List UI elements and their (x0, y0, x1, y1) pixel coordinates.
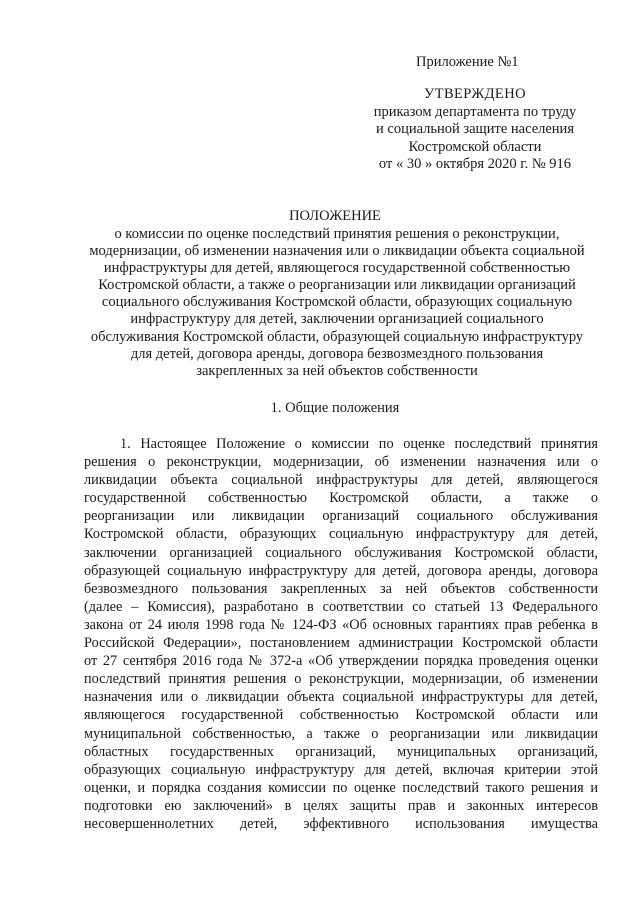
approval-block (360, 86, 590, 174)
subtitle-line: инфраструктуру для детей, заключении организацией социального (130, 311, 544, 328)
subtitle-line: инфраструктуры для детей, являющегося государственной собственностью (103, 260, 571, 277)
subtitle-line: социального обслуживания Костромской области, образующих социальную (101, 294, 573, 311)
body-line: являющегося государственной собственностью Костромской области или (84, 707, 598, 724)
body-line: реорганизации или ликвидации организаций социального обслуживания (84, 508, 598, 525)
body-line: несовершеннолетних детей, эффективного использования имущества (84, 815, 598, 832)
body-line: заключении организацией социального обслуживания Костромской области, (84, 544, 598, 561)
body-line: образующей социальную инфраструктуру для детей, договора аренды, договора (84, 562, 598, 579)
body-line: от 27 сентября 2016 года № 372-а «Об утверждении порядка проведения оценки (84, 653, 598, 670)
approval-line: и социальной защите населения (376, 121, 574, 138)
body-line: решения о реконструкции, модернизации, об изменении назначения или о (84, 454, 598, 471)
approval-heading: УТВЕРЖДЕНО (424, 86, 526, 102)
subtitle-line: обслуживания Костромской области, образующей социальную инфраструктуру (90, 328, 584, 345)
body-line: закона от 24 июля 1998 года № 124-ФЗ «Об основных гарантиях прав ребенка в (84, 616, 598, 633)
approval-date-line: от « 30 » октября 2020 г. № 916 (378, 156, 572, 173)
body-line: ликвидации объекта социальной инфраструктуры для детей, являющегося (84, 472, 598, 489)
body-line: областных государственных организаций, муниципальных организаций, (84, 743, 598, 760)
body-line: подготовки ею заключений» в целях защиты прав и законных интересов (84, 797, 598, 814)
body-paragraph (84, 435, 598, 833)
body-line: назначения или о ликвидации объекта социальной инфраструктуры для детей, (84, 689, 598, 706)
document-subtitle (80, 226, 594, 380)
body-line: Российской Федерации», постановлением администрации Костромской области (84, 635, 598, 652)
subtitle-line: закрепленных за ней объектов собственности (196, 362, 478, 379)
section-heading: 1. Общие положения (270, 400, 400, 416)
body-line: оценки, и порядка создания комиссии по оценке последствий такого решения и (84, 779, 598, 796)
body-line: 1. Настоящее Положение о комиссии по оценке последствий принятия (120, 436, 598, 452)
subtitle-line: для детей, договора аренды, договора безвозмездного пользования (130, 345, 544, 362)
approval-line: приказом департамента по труду (373, 103, 577, 120)
body-line: Костромской области, образующих социальную инфраструктуру для детей, (84, 526, 598, 543)
body-line: безвозмездного пользования закрепленных за ней объектов собственности (84, 580, 598, 597)
subtitle-line: о комиссии по оценке последствий принятия решения о реконструкции, (114, 226, 560, 242)
body-line: (далее – Комиссия), разработано в соответствии со статьей 13 Федерального (84, 598, 598, 615)
body-line: муниципальной собственностью, а также о реорганизации или ликвидации (84, 725, 598, 742)
approval-line: Костромской области (408, 138, 542, 155)
appendix-label: Приложение №1 (416, 54, 519, 70)
subtitle-line: Костромской области, а также о реорганизации или ликвидации организаций (98, 277, 576, 294)
body-line: государственной собственностью Костромской области, а также о (84, 490, 598, 507)
subtitle-line: модернизации, об изменении назначения или о ликвидации объекта социальной (89, 243, 585, 260)
body-line: образующих социальную инфраструктуру для детей, включая критерии этой (84, 761, 598, 778)
document-title: ПОЛОЖЕНИЕ (289, 208, 381, 224)
body-line: последствий принятия решения о реконструкции, модернизации, об изменении (84, 671, 598, 688)
